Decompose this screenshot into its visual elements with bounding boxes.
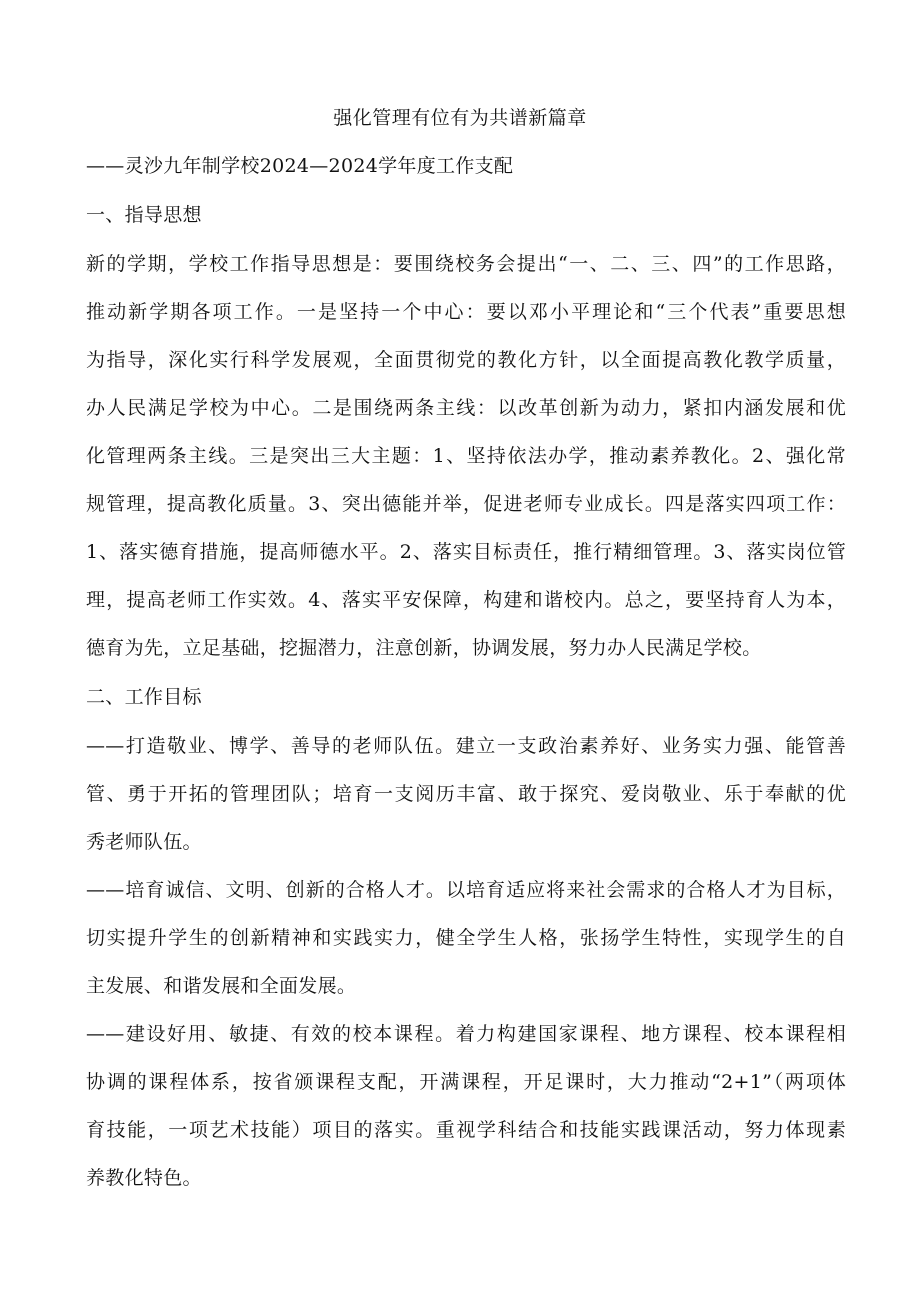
document-title: 强化管理有位有为共谱新篇章	[333, 107, 587, 129]
paragraph-line: 秀老师队伍。	[86, 831, 202, 853]
paragraph-line: ——打造敬业、博学、善导的老师队伍。建立一支政治素养好、业务实力强、能管善	[86, 735, 846, 757]
paragraph-line: 切实提升学生的创新精神和实践实力，健全学生人格，张扬学生特性，实现学生的自	[86, 927, 846, 949]
paragraph-line: 办人民满足学校为中心。二是围绕两条主线：以改革创新为动力，紧扣内涵发展和优	[86, 397, 846, 419]
paragraph-line: 德育为先，立足基础，挖掘潜力，注意创新，协调发展，努力办人民满足学校。	[86, 637, 762, 659]
paragraph-line: 管、勇于开拓的管理团队；培育一支阅历丰富、敢于探究、爱岗敬业、乐于奉献的优	[86, 783, 846, 805]
paragraph-line: 为指导，深化实行科学发展观，全面贯彻党的教化方针，以全面提高教化教学质量，	[86, 349, 846, 371]
paragraph-line: 养教化特色。	[86, 1167, 202, 1189]
paragraph-line: 规管理，提高教化质量。3、突出德能并举，促进老师专业成长。四是落实四项工作：	[86, 493, 846, 515]
paragraph-line: ——培育诚信、文明、创新的合格人才。以培育适应将来社会需求的合格人才为目标，	[86, 879, 846, 901]
paragraph-line: ——建设好用、敏捷、有效的校本课程。着力构建国家课程、地方课程、校本课程相	[86, 1023, 846, 1045]
section-heading-guiding-ideology: 一、指导思想	[86, 204, 202, 226]
paragraph-line: 推动新学期各项工作。一是坚持一个中心：要以邓小平理论和“三个代表”重要思想	[86, 301, 846, 323]
paragraph-line: 主发展、和谐发展和全面发展。	[86, 975, 357, 997]
document-subtitle: ——灵沙九年制学校2024—2024学年度工作支配	[86, 155, 514, 177]
section-heading-work-goals: 二、工作目标	[86, 686, 202, 708]
paragraph-line: 育技能，一项艺术技能）项目的落实。重视学科结合和技能实践课活动，努力体现素	[86, 1119, 846, 1141]
paragraph-line: 新的学期，学校工作指导思想是：要围绕校务会提出“一、二、三、四”的工作思路，	[86, 253, 846, 275]
paragraph-line: 协调的课程体系，按省颁课程支配，开满课程，开足课时，大力推动“2+1”（两项体	[86, 1071, 846, 1093]
paragraph-line: 理，提高老师工作实效。4、落实平安保障，构建和谐校内。总之，要坚持育人为本，	[86, 589, 846, 611]
paragraph-line: 1、落实德育措施，提高师德水平。2、落实目标责任，推行精细管理。3、落实岗位管	[86, 541, 846, 563]
paragraph-line: 化管理两条主线。三是突出三大主题：1、坚持依法办学，推动素养教化。2、强化常	[86, 445, 846, 467]
